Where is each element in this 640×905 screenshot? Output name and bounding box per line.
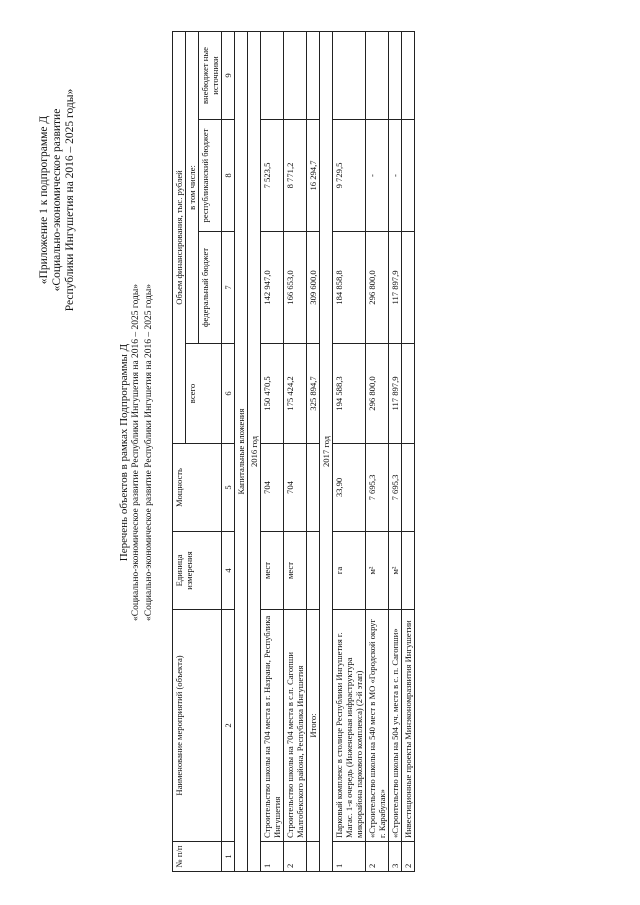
section-2017	[320, 31, 333, 871]
cell-republic: -	[389, 120, 402, 232]
cell-name: «Строительство школы на 504 уч. места в с. п. Сагопши»	[389, 610, 402, 842]
column-number-row	[222, 31, 235, 871]
section-2016	[248, 31, 261, 871]
header-total: всего	[186, 344, 222, 444]
table-row	[402, 31, 415, 871]
cell-unit: мест	[284, 532, 307, 610]
objects-table	[172, 31, 415, 872]
cell-name: «Строительство школы на 540 мест в МО «Городской округ г. Карабулак»	[366, 610, 389, 842]
colnum-4: 4	[222, 532, 235, 610]
cell-federal	[402, 232, 415, 344]
document-subtitle: «Социально-экономическое развитие Республики Ингушетия на 2016 – 2025 годы»	[131, 283, 141, 622]
cell-capacity	[307, 444, 320, 532]
cell-num: 1	[333, 842, 366, 872]
cell-total: 194 588,3	[333, 344, 366, 444]
cell-extra	[389, 31, 402, 119]
section-capital	[235, 31, 248, 871]
table-row	[333, 31, 366, 871]
table-row	[366, 31, 389, 871]
total-label: Итого:	[307, 610, 320, 842]
cell-capacity	[402, 444, 415, 532]
cell-num: 2	[402, 842, 415, 872]
total-row	[307, 31, 320, 871]
cell-name: Парковый комплекс в столице Республики Ингушетия г. Магас. 1-я очередь (Инженерная инфраструктура микрорайона паркового комплекса) (2-й этап)	[333, 610, 366, 842]
cell-extra	[333, 31, 366, 119]
header-capacity: Мощность	[173, 444, 222, 532]
cell-name: Строительство школы на 704 места в г. Назрани, Республика Ингушетия	[261, 610, 284, 842]
table-row	[261, 31, 284, 871]
colnum-5: 5	[222, 444, 235, 532]
cell-republic: 7 523,5	[261, 120, 284, 232]
cell-federal: 142 947,0	[261, 232, 284, 344]
colnum-6: 6	[222, 344, 235, 444]
cell-num: 3	[389, 842, 402, 872]
cell-republic: 9 729,5	[333, 120, 366, 232]
section-2017-label: 2017 год	[320, 31, 333, 871]
header-incl: в том числе:	[186, 31, 199, 343]
cell-unit: м²	[389, 532, 402, 610]
appendix-line-1: «Приложение 1 к подпрограмме Д	[38, 115, 50, 285]
cell-capacity: 704	[261, 444, 284, 532]
appendix-note	[38, 30, 77, 370]
cell-unit: мест	[261, 532, 284, 610]
colnum-1: 1	[222, 842, 235, 872]
document-subtitle-2: «Социально-экономическое развитие Республики Ингушетия на 2016 – 2025 годы»	[144, 283, 154, 622]
colnum-2: 2	[222, 610, 235, 842]
colnum-7: 7	[222, 232, 235, 344]
cell-capacity: 7 695,3	[389, 444, 402, 532]
cell-unit	[402, 532, 415, 610]
cell-republic	[402, 120, 415, 232]
section-capital-label: Капитальные вложения	[235, 31, 248, 871]
colnum-9: 9	[222, 31, 235, 119]
cell-total: 117 897,9	[389, 344, 402, 444]
appendix-line-3: Республики Ингушетия на 2016 – 2025 годы»	[64, 88, 76, 312]
cell-num	[307, 842, 320, 872]
header-funding: Объем финансирования, тыс. рублей	[173, 31, 186, 443]
cell-federal: 166 653,0	[284, 232, 307, 344]
header-name: Наименование мероприятий (объекта)	[173, 610, 222, 842]
cell-federal: 117 897,9	[389, 232, 402, 344]
table-row	[284, 31, 307, 871]
cell-num: 1	[261, 842, 284, 872]
cell-total: 175 424,2	[284, 344, 307, 444]
header-num: № п/п	[173, 842, 222, 872]
cell-capacity: 7 695,3	[366, 444, 389, 532]
total-federal: 309 600,0	[307, 232, 320, 344]
cell-extra	[402, 31, 415, 119]
cell-extra	[307, 31, 320, 119]
cell-republic: -	[366, 120, 389, 232]
table-row	[389, 31, 402, 871]
cell-total: 296 800,0	[366, 344, 389, 444]
header-extra: внебюджет ные источники	[199, 31, 222, 119]
total-value: 325 894,7	[307, 344, 320, 444]
cell-extra	[366, 31, 389, 119]
cell-unit: га	[333, 532, 366, 610]
cell-federal: 184 858,8	[333, 232, 366, 344]
cell-federal: 296 800,0	[366, 232, 389, 344]
cell-capacity: 704	[284, 444, 307, 532]
total-republic: 16 294,7	[307, 120, 320, 232]
cell-extra	[261, 31, 284, 119]
header-federal: федеральный бюджет	[199, 232, 222, 344]
colnum-8: 8	[222, 120, 235, 232]
cell-unit: м²	[366, 532, 389, 610]
document-title: Перечень объектов в рамках Подпрограммы Д	[118, 343, 130, 562]
cell-name: Строительство школы на 704 места в с.п. Сагопши Малгобекского района, Республика Ингушетия	[284, 610, 307, 842]
cell-total: 150 470,5	[261, 344, 284, 444]
cell-name: Инвестиционные проекты Минэкономразвития Ингушетии	[402, 610, 415, 842]
header-row-1	[173, 31, 186, 871]
cell-unit	[307, 532, 320, 610]
header-republic: республиканский бюджет	[199, 120, 222, 232]
cell-num: 2	[284, 842, 307, 872]
cell-num: 2	[366, 842, 389, 872]
cell-capacity: 33,90	[333, 444, 366, 532]
cell-total	[402, 344, 415, 444]
section-2016-label: 2016 год	[248, 31, 261, 871]
appendix-line-2: «Социально-экономическое развитие	[51, 108, 63, 292]
cell-extra	[284, 31, 307, 119]
header-unit: Единица измерения	[173, 532, 222, 610]
cell-republic: 8 771,2	[284, 120, 307, 232]
